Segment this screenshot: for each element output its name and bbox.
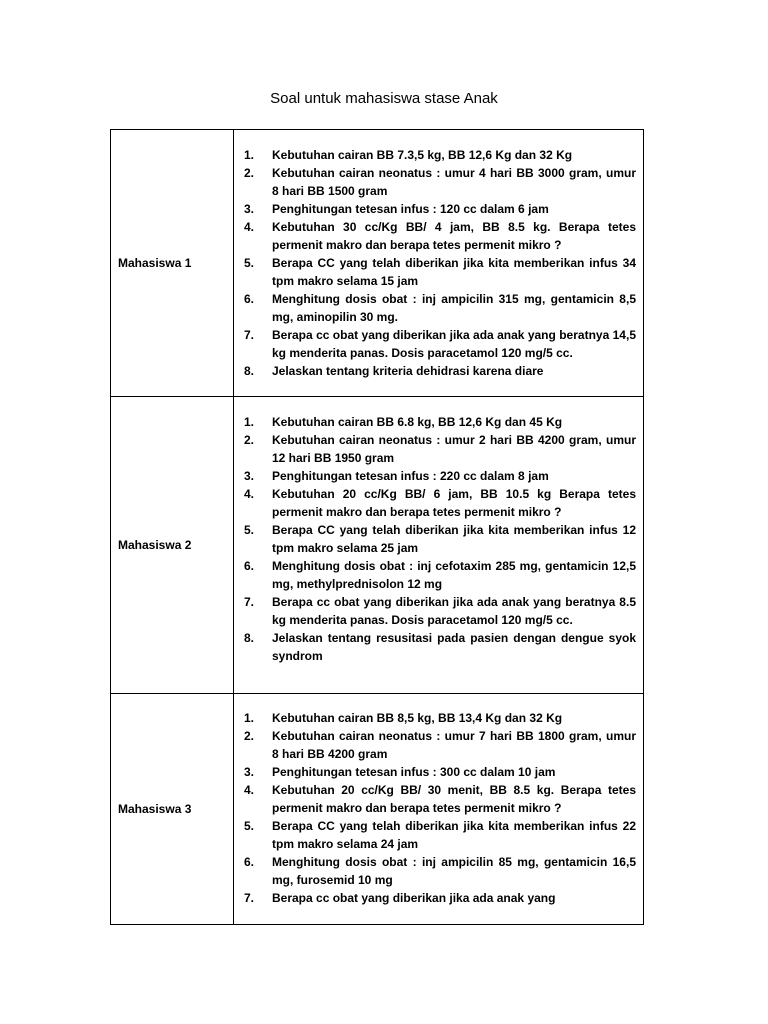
student-name: Mahasiswa 1 (111, 130, 234, 397)
question-list-wrap (234, 397, 643, 665)
question-number: 1. (244, 711, 255, 725)
question-text: Menghitung dosis obat : inj ampicilin 315 mg, gentamicin 8,5 mg, aminopilin 30 mg. (272, 292, 636, 324)
question-text: Berapa cc obat yang diberikan jika ada anak yang beratnya 14,5 kg menderita panas. Dosis paracetamol 120 mg/5 cc. (272, 328, 636, 360)
question-text: Penghitungan tetesan infus : 300 cc dalam 10 jam (272, 765, 556, 779)
student-row (111, 130, 644, 397)
question-number: 1. (244, 148, 255, 162)
question-text: Jelaskan tentang resusitasi pada pasien dengan dengue syok syndrom (272, 631, 636, 663)
question-item (244, 629, 636, 665)
question-text: Penghitungan tetesan infus : 120 cc dalam 6 jam (272, 202, 549, 216)
question-number: 4. (244, 783, 255, 797)
soal-table-body (111, 130, 644, 925)
question-number: 5. (244, 256, 255, 270)
question-text: Jelaskan tentang kriteria dehidrasi karena diare (272, 364, 544, 378)
question-list (244, 413, 636, 665)
question-item (244, 362, 636, 380)
question-number: 5. (244, 819, 255, 833)
question-text: Berapa CC yang telah diberikan jika kita memberikan infus 34 tpm makro selama 15 jam (272, 256, 636, 288)
question-cell (234, 130, 644, 397)
question-text: Berapa cc obat yang diberikan jika ada anak yang (272, 891, 556, 905)
question-number: 5. (244, 523, 255, 537)
question-item (244, 709, 636, 727)
student-name: Mahasiswa 2 (111, 397, 234, 694)
question-list-wrap (234, 694, 643, 907)
question-item (244, 485, 636, 521)
question-text: Kebutuhan 20 cc/Kg BB/ 30 menit, BB 8.5 kg. Berapa tetes permenit makro dan berapa tetes permenit mikro ? (272, 783, 636, 815)
question-item (244, 727, 636, 763)
question-number: 6. (244, 559, 255, 573)
question-number: 2. (244, 729, 255, 743)
question-item (244, 763, 636, 781)
question-text: Menghitung dosis obat : inj ampicilin 85 mg, gentamicin 16,5 mg, furosemid 10 mg (272, 855, 636, 887)
question-item (244, 413, 636, 431)
question-number: 6. (244, 292, 255, 306)
question-text: Kebutuhan 30 cc/Kg BB/ 4 jam, BB 8.5 kg. Berapa tetes permenit makro dan berapa tetes permenit mikro ? (272, 220, 636, 252)
question-item (244, 593, 636, 629)
question-item (244, 218, 636, 254)
question-number: 6. (244, 855, 255, 869)
question-number: 3. (244, 469, 255, 483)
question-item (244, 146, 636, 164)
question-text: Kebutuhan 20 cc/Kg BB/ 6 jam, BB 10.5 kg Berapa tetes permenit makro dan berapa tetes permenit mikro ? (272, 487, 636, 519)
question-number: 8. (244, 631, 255, 645)
question-item (244, 557, 636, 593)
question-item (244, 326, 636, 362)
question-item (244, 200, 636, 218)
question-text: Kebutuhan cairan neonatus : umur 2 hari BB 4200 gram, umur 12 hari BB 1950 gram (272, 433, 636, 465)
question-text: Kebutuhan cairan BB 6.8 kg, BB 12,6 Kg dan 45 Kg (272, 415, 563, 429)
question-text: Kebutuhan cairan BB 8,5 kg, BB 13,4 Kg dan 32 Kg (272, 711, 563, 725)
question-item (244, 817, 636, 853)
question-item (244, 889, 636, 907)
question-list (244, 709, 636, 907)
question-text: Menghitung dosis obat : inj cefotaxim 285 mg, gentamicin 12,5 mg, methylprednisolon 12 mg (272, 559, 636, 591)
soal-table (110, 129, 644, 925)
question-item (244, 164, 636, 200)
question-number: 3. (244, 202, 255, 216)
question-number: 8. (244, 364, 255, 378)
question-text: Kebutuhan cairan neonatus : umur 7 hari BB 1800 gram, umur 8 hari BB 4200 gram (272, 729, 636, 761)
student-row (111, 694, 644, 925)
question-list-wrap (234, 130, 643, 380)
question-text: Berapa CC yang telah diberikan jika kita memberikan infus 22 tpm makro selama 24 jam (272, 819, 636, 851)
question-cell (234, 397, 644, 694)
document-title: Soal untuk mahasiswa stase Anak (270, 90, 498, 107)
question-text: Kebutuhan cairan neonatus : umur 4 hari BB 3000 gram, umur 8 hari BB 1500 gram (272, 166, 636, 198)
question-item (244, 521, 636, 557)
question-item (244, 781, 636, 817)
question-item (244, 853, 636, 889)
student-name: Mahasiswa 3 (111, 694, 234, 925)
question-number: 4. (244, 487, 255, 501)
question-number: 7. (244, 891, 255, 905)
question-item (244, 254, 636, 290)
question-cell (234, 694, 644, 925)
question-text: Berapa cc obat yang diberikan jika ada anak yang beratnya 8.5 kg menderita panas. Dosis paracetamol 120 mg/5 cc. (272, 595, 636, 627)
question-item (244, 467, 636, 485)
question-number: 1. (244, 415, 255, 429)
question-number: 3. (244, 765, 255, 779)
question-number: 2. (244, 166, 255, 180)
question-text: Penghitungan tetesan infus : 220 cc dalam 8 jam (272, 469, 549, 483)
question-item (244, 431, 636, 467)
question-number: 7. (244, 595, 255, 609)
question-text: Kebutuhan cairan BB 7.3,5 kg, BB 12,6 Kg dan 32 Kg (272, 148, 573, 162)
question-text: Berapa CC yang telah diberikan jika kita memberikan infus 12 tpm makro selama 25 jam (272, 523, 636, 555)
question-item (244, 290, 636, 326)
question-number: 2. (244, 433, 255, 447)
question-number: 4. (244, 220, 255, 234)
student-row (111, 397, 644, 694)
question-number: 7. (244, 328, 255, 342)
question-list (244, 146, 636, 380)
